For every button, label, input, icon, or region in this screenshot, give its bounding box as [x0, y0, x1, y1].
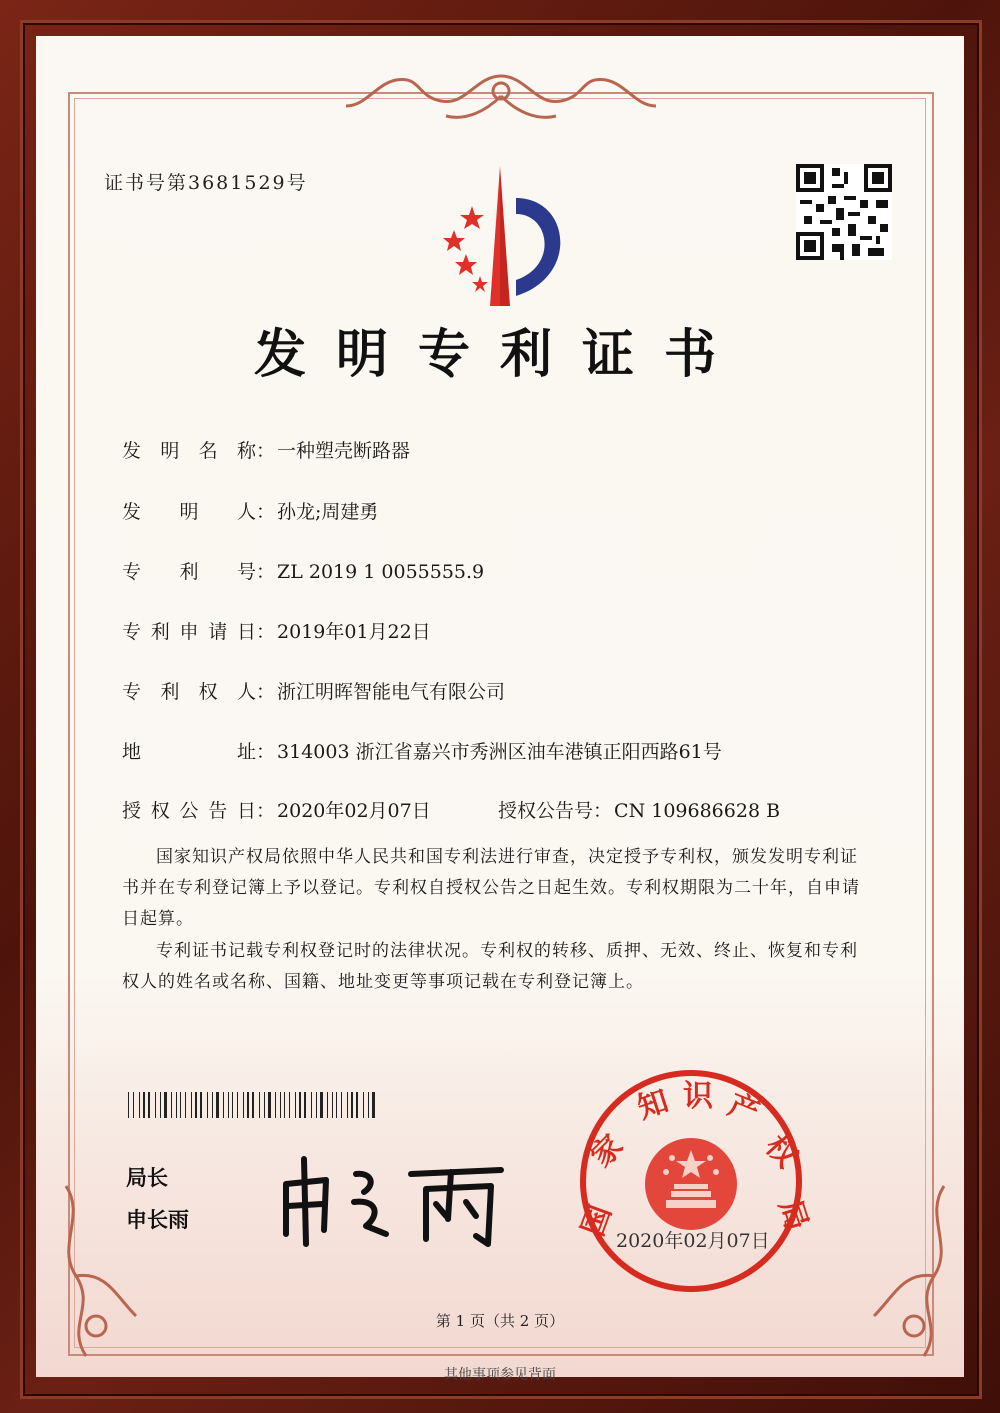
statement-paragraph-2: 专利证书记载专利权登记时的法律状况。专利权的转移、质押、无效、终止、恢复和专利权人的姓名或名称、国籍、地址变更等事项记载在专利登记簿上。 [122, 941, 858, 992]
field-invention-name: 发明名称： 一种塑壳断路器 [122, 436, 410, 463]
field-value: 2019年01月22日 [277, 621, 431, 643]
field-application-date: 专利申请日： 2019年01月22日 [122, 617, 431, 644]
certificate-number: 证书号第3681529号 [104, 172, 308, 194]
field-value: 314003 浙江省嘉兴市秀洲区油车港镇正阳西路61号 [277, 741, 722, 763]
svg-text:产: 产 [723, 1087, 765, 1132]
field-patentee: 专利权人： 浙江明晖智能电气有限公司 [122, 677, 505, 704]
page-info: 第 1 页（共 2 页） [435, 1312, 565, 1330]
field-label: 地址 [122, 741, 256, 763]
field-patent-number: 专利号： ZL 2019 1 0055555.9 [122, 557, 484, 584]
barcode-icon [128, 1092, 376, 1118]
field-label: 授权公告日 [122, 800, 256, 822]
back-notice: 其他事项参见背面 [444, 1367, 556, 1383]
field-value: 孙龙;周建勇 [277, 501, 379, 523]
field-announcement-number: 授权公告号： CN 109686628 B [498, 800, 781, 822]
field-label: 发明名称 [122, 440, 256, 462]
field-value: ZL 2019 1 0055555.9 [277, 561, 485, 583]
top-ornament-icon [336, 66, 666, 136]
field-label: 发明人 [122, 501, 256, 523]
svg-text:权: 权 [758, 1128, 805, 1175]
field-inventors: 发明人： 孙龙;周建勇 [122, 497, 378, 524]
field-grant-date: 授权公告日： 2020年02月07日 [122, 796, 431, 823]
director-signature-icon [276, 1144, 506, 1254]
bottom-right-ornament-icon [854, 1176, 964, 1366]
official-seal-icon [575, 1066, 815, 1296]
field-value: 一种塑壳断路器 [277, 440, 411, 462]
field-label: 专利申请日 [122, 621, 256, 643]
field-label: 授权公告号 [498, 800, 594, 822]
certificate-title: 发明专利证书 [253, 325, 746, 385]
svg-text:知: 知 [633, 1083, 673, 1127]
certificate-paper [36, 36, 964, 1383]
patent-office-logo-icon [420, 156, 580, 316]
field-value: 浙江明晖智能电气有限公司 [277, 681, 506, 703]
field-value: 2020年02月07日 [277, 800, 431, 822]
director-name: 申长雨 [126, 1208, 189, 1232]
field-value: CN 109686628 B [614, 800, 781, 822]
director-title: 局长 [126, 1166, 168, 1190]
field-label: 专利号 [122, 561, 256, 583]
svg-text:家: 家 [584, 1128, 631, 1175]
qr-code-icon [796, 164, 892, 260]
svg-text:局: 局 [771, 1195, 815, 1235]
field-address: 地址： 314003 浙江省嘉兴市秀洲区油车港镇正阳西路61号 [122, 737, 722, 764]
seal-date: 2020年02月07日 [616, 1230, 770, 1252]
statement-paragraph-1: 国家知识产权局依照中华人民共和国专利法进行审查，决定授予专利权，颁发发明专利证书并在专利登记簿上予以登记。专利权自授权公告之日起生效。专利权期限为二十年，自申请日起算。 [122, 847, 860, 929]
field-label: 专利权人 [122, 681, 256, 703]
svg-text:识: 识 [683, 1079, 713, 1114]
svg-text:国: 国 [575, 1200, 619, 1241]
